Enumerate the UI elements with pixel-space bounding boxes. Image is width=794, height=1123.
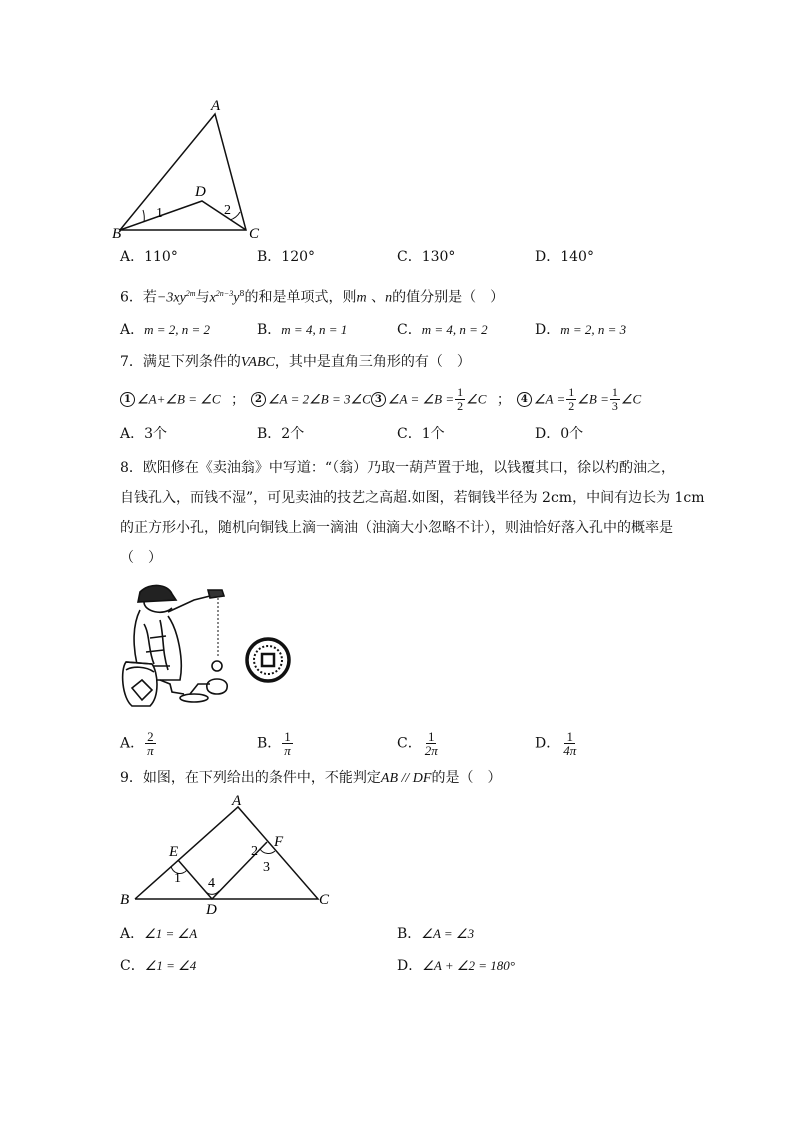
label-angle-1: 1 bbox=[156, 206, 163, 221]
angle-2-arc bbox=[230, 212, 240, 220]
q9-option-c-text: ∠1 = ∠4 bbox=[144, 958, 197, 973]
q7-cond4-marker: 4 bbox=[517, 392, 532, 407]
label-c-q9: C bbox=[319, 892, 330, 908]
q8-option-c-fraction bbox=[423, 730, 440, 757]
q9-prefix: 9．如图，在下列给出的条件中，不能判定 bbox=[120, 770, 381, 786]
q7-cond3-pre: ∠A = ∠B = bbox=[387, 391, 455, 407]
q7-sep3: ； bbox=[496, 391, 511, 408]
angle-1-arc bbox=[143, 210, 144, 222]
q9-option-b-label: B． bbox=[397, 926, 422, 942]
copper-coin-figure bbox=[244, 636, 292, 684]
q8-option-a-label: A． bbox=[120, 735, 145, 752]
q8-line3: 的正方形小孔，随机向铜钱上滴一滴油（油滴大小忽略不计），则油恰好落入孔中的概率是 bbox=[120, 520, 673, 536]
q7-cond4-pre: ∠A = bbox=[533, 391, 566, 407]
q7-option-b[interactable]: B．2个 bbox=[257, 426, 305, 442]
q7-cond3-post: ∠C bbox=[466, 391, 487, 407]
q8-option-a-den: π bbox=[147, 743, 154, 758]
q8-line1: 8．欧阳修在《卖油翁》中写道：“（翁）乃取一葫芦置于地，以钱覆其口，徐以杓酌油之， bbox=[120, 460, 676, 476]
q8-option-b[interactable] bbox=[257, 730, 294, 757]
q7-cond1-marker: 1 bbox=[120, 392, 135, 407]
q8-line4: （ ） bbox=[120, 550, 162, 566]
q9-relation: AB // DF bbox=[380, 771, 432, 786]
oil-seller-illustration bbox=[120, 580, 230, 715]
q6-option-a-text: m = 2, n = 2 bbox=[144, 322, 211, 337]
q9-option-b-text: ∠A = ∠3 bbox=[421, 926, 475, 941]
q5-option-a[interactable]: A．110° bbox=[120, 249, 178, 265]
q6-prefix: 6．若 bbox=[120, 289, 157, 306]
q8-option-d-fraction bbox=[561, 730, 578, 757]
label-angle-1-q9: 1 bbox=[174, 871, 181, 886]
q6-suffix2: 的值分别是（ ） bbox=[392, 289, 505, 306]
q7-cond4-frac1-num: 1 bbox=[568, 385, 575, 399]
label-b-q9: B bbox=[120, 892, 130, 908]
q6-option-d-label: D． bbox=[535, 322, 561, 338]
q7-cond4-post: ∠C bbox=[620, 391, 642, 407]
q8-option-b-den: π bbox=[284, 743, 291, 758]
q6-var-n: n bbox=[385, 290, 393, 306]
q6-option-c[interactable] bbox=[397, 320, 488, 340]
q8-option-c[interactable] bbox=[397, 730, 441, 757]
q9-option-a[interactable] bbox=[120, 924, 197, 944]
q9-option-c-label: C． bbox=[120, 958, 145, 974]
triangle-abc-q9 bbox=[135, 807, 318, 899]
q7-option-c[interactable]: C．1个 bbox=[397, 426, 445, 442]
q7-sep1: ； bbox=[231, 391, 246, 408]
label-angle-2: 2 bbox=[224, 203, 231, 218]
q7-cond4-frac2-den: 3 bbox=[611, 399, 618, 413]
q8-option-d-label: D． bbox=[535, 735, 561, 752]
q6-sep: 、 bbox=[371, 289, 386, 306]
q9-suffix: 的是（ ） bbox=[431, 770, 502, 786]
q6-option-a[interactable] bbox=[120, 320, 210, 340]
label-c: C bbox=[249, 226, 260, 242]
label-b: B bbox=[112, 226, 122, 242]
q9-option-d-label: D． bbox=[397, 958, 423, 974]
q7-option-d[interactable]: D．0个 bbox=[535, 426, 584, 442]
triangle-figure-q9 bbox=[115, 792, 340, 917]
q6-question bbox=[120, 284, 504, 309]
q7-cond4-fraction1 bbox=[566, 386, 576, 413]
q7-cond3-fraction bbox=[455, 386, 465, 413]
q6-term2-y: y bbox=[233, 290, 240, 306]
q7-cond3-frac-num: 1 bbox=[457, 385, 464, 399]
q6-suffix1: 的和是单项式，则 bbox=[244, 289, 357, 306]
q9-option-a-text: ∠1 = ∠A bbox=[144, 926, 198, 941]
q6-option-b[interactable] bbox=[257, 320, 347, 340]
q6-option-d[interactable] bbox=[535, 320, 626, 340]
q7-cond4-fraction2 bbox=[610, 386, 620, 413]
q8-option-c-label: C． bbox=[397, 735, 422, 752]
q6-mid: 与 bbox=[195, 289, 210, 306]
q9-option-c[interactable] bbox=[120, 956, 196, 976]
q8-option-c-den: 2π bbox=[424, 743, 438, 758]
q8-option-d-num: 1 bbox=[566, 729, 573, 744]
q7-cond4-mid: ∠B = bbox=[577, 391, 609, 407]
q6-term1: −3xy bbox=[156, 290, 186, 306]
label-d: D bbox=[195, 184, 206, 200]
label-f-q9: F bbox=[274, 834, 284, 850]
q7-cond4-frac1-den: 2 bbox=[568, 399, 575, 413]
q7-cond3-frac-den: 2 bbox=[457, 399, 464, 413]
q8-line2: 自钱孔入，而钱不湿”，可见卖油的技艺之高超.如图，若铜钱半径为 2cm，中间有边长为 1cm bbox=[120, 490, 705, 506]
q5-option-b[interactable]: B．120° bbox=[257, 249, 316, 265]
q8-option-b-num: 1 bbox=[284, 729, 291, 744]
q6-term1-exp: 2m bbox=[185, 289, 196, 298]
triangle-figure-q5 bbox=[110, 92, 280, 242]
q6-var-m: m bbox=[356, 290, 367, 306]
label-angle-4-q9: 4 bbox=[208, 876, 215, 891]
label-angle-3-q9: 3 bbox=[263, 860, 270, 875]
q8-option-a-num: 2 bbox=[147, 729, 154, 744]
q7-cond2: ∠A = 2∠B = 3∠C bbox=[268, 391, 371, 407]
q6-option-c-text: m = 4, n = 2 bbox=[421, 322, 488, 337]
angle-2-3-arc-q9 bbox=[260, 849, 275, 854]
label-d-q9: D bbox=[206, 902, 217, 917]
q7-cond3-marker: 3 bbox=[371, 392, 386, 407]
q5-option-d[interactable]: D．140° bbox=[535, 249, 594, 265]
q7-cond2-marker: 2 bbox=[251, 392, 266, 407]
q6-term2-xexp: 2n−3 bbox=[215, 289, 234, 298]
q7-triangle: VABC bbox=[240, 355, 275, 370]
q8-option-d[interactable] bbox=[535, 730, 579, 757]
q6-option-d-text: m = 2, n = 3 bbox=[560, 322, 627, 337]
q7-prefix: 7．满足下列条件的 bbox=[120, 354, 241, 370]
label-angle-2-q9: 2 bbox=[251, 844, 258, 859]
q8-option-b-label: B． bbox=[257, 735, 282, 752]
q6-option-c-label: C． bbox=[397, 322, 422, 338]
q5-option-c[interactable]: C．130° bbox=[397, 249, 456, 265]
q7-conditions bbox=[120, 386, 641, 413]
q7-option-a[interactable]: A．3个 bbox=[120, 426, 168, 442]
q8-option-a-fraction bbox=[145, 730, 156, 757]
q7-cond4-frac2-num: 1 bbox=[611, 385, 618, 399]
q7-question bbox=[120, 352, 471, 373]
label-a: A bbox=[211, 98, 221, 114]
q8-option-b-fraction bbox=[282, 730, 293, 757]
q6-option-b-label: B． bbox=[257, 322, 282, 338]
q6-term2-yexp: 8 bbox=[239, 289, 245, 298]
q6-option-a-label: A． bbox=[120, 322, 145, 338]
q9-option-a-label: A． bbox=[120, 926, 145, 942]
q7-suffix: ，其中是直角三角形的有（ ） bbox=[274, 354, 471, 370]
q8-option-a[interactable] bbox=[120, 730, 157, 757]
coin-square-hole bbox=[262, 654, 274, 666]
q6-term2-x: x bbox=[209, 290, 216, 306]
q9-question bbox=[120, 768, 501, 789]
label-a-q9: A bbox=[232, 793, 242, 809]
q9-option-d-text: ∠A + ∠2 = 180° bbox=[422, 958, 515, 973]
q8-option-c-num: 1 bbox=[427, 729, 435, 744]
q9-option-b[interactable] bbox=[397, 924, 474, 944]
q7-cond1: ∠A+∠B = ∠C bbox=[137, 391, 221, 407]
label-e-q9: E bbox=[169, 844, 179, 860]
q8-option-d-den: 4π bbox=[563, 743, 577, 758]
q9-option-d[interactable] bbox=[397, 956, 515, 976]
q6-option-b-text: m = 4, n = 1 bbox=[281, 322, 348, 337]
